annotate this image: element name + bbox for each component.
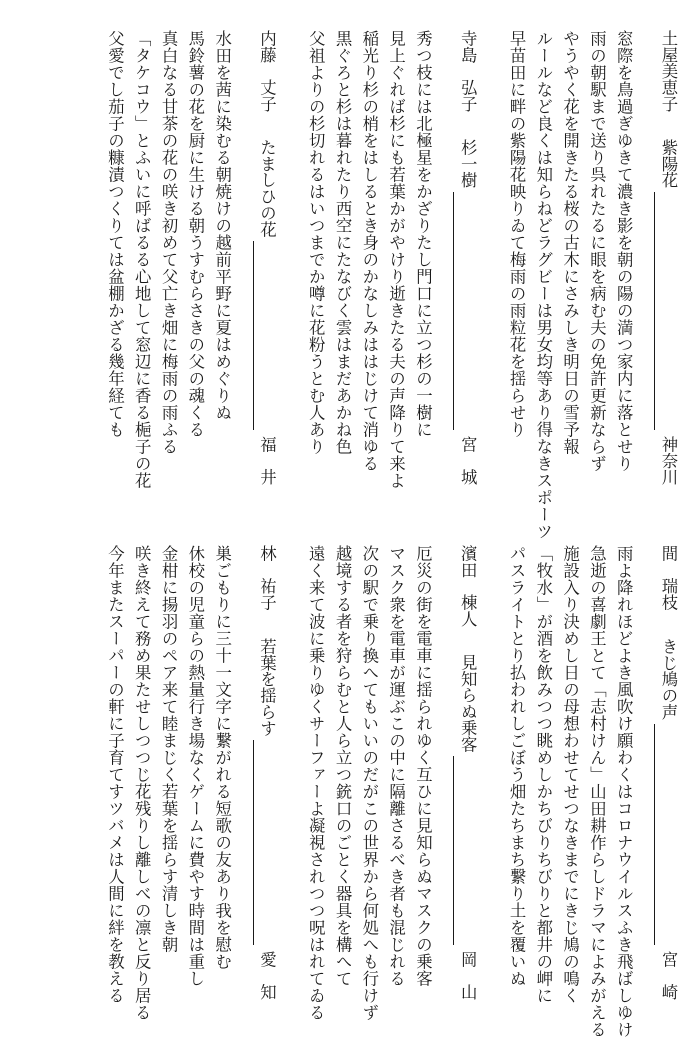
poem-lines [301, 545, 435, 1021]
poet-block [502, 545, 681, 1038]
bottom-section [0, 545, 697, 1038]
poem-line: 真白なる甘茶の花の咲き初めて父亡き畑に梅雨の雨ふる [159, 30, 179, 455]
poem-line: 黒ぐろと杉は暮れたり西空にたなびく雲はまだあかね色 [333, 30, 353, 455]
poem-line: 施設入り決めし日の母想わせてせつなきまでにきじ鳩の鳴く [560, 545, 580, 1004]
poet-name: 内藤 丈子 [257, 30, 277, 112]
poem-line: やうやく花を開きたる桜の古木にさみしき明日の雪予報 [560, 30, 580, 455]
poet-block [301, 30, 480, 489]
poem-line: 越境する者を狩らむと人ら立つ銃口のごとく器具を構へて [333, 545, 353, 987]
poem-line: パスライトとり払われしごぼう畑たちまち繋り土を覆いぬ [507, 545, 527, 987]
poem-line: 馬鈴薯の花を厨に生ける朝うすむらさきの父の魂くる [185, 30, 205, 438]
poem-line: 見上ぐれば杉にも若葉かがやけり逝きたる夫の声降りて来よ [386, 30, 406, 489]
poem-title: 見知らぬ乗客 [458, 654, 478, 753]
poem-line: 早苗田に畔の紫陽花映りゐて梅雨の雨粒花を揺らせり [507, 30, 527, 438]
poem-lines [502, 545, 636, 1038]
poet-block [502, 30, 681, 540]
poet-region: 宮 城 [458, 435, 478, 485]
poet-region: 愛 知 [257, 950, 277, 1000]
poem-title: たましひの花 [257, 139, 277, 238]
poem-line: 厄災の街を電車に揺られゆく互ひに見知らぬマスクの乗客 [413, 545, 433, 987]
poet-block [301, 545, 480, 1021]
poem-line: 稲光り杉の梢をはしるとき身のかなしみははじけて消ゆる [359, 30, 379, 472]
title-rule [654, 724, 681, 945]
poem-line: 父祖よりの杉切れるはいつまでか噂に花粉うとむ人あり [306, 30, 326, 455]
poet-name: 間 瑞枝 [659, 545, 678, 611]
poem-line: 窓際を鳥過ぎゆきて濃き影を朝の陽の満つ家内に落とせり [614, 30, 634, 472]
poet-name: 土屋美恵子 [659, 30, 678, 112]
poem-line: 金柑に揚羽のペア来て睦まじく若葉を揺らす清しき朝 [159, 545, 179, 953]
poem-line: 雨の朝駅まで送り呉れたるに眼を病む夫の免許更新ならず [587, 30, 607, 472]
poet-region: 神奈川 [659, 435, 678, 485]
poem-title: きじ鳩の声 [659, 637, 678, 720]
title-rule [453, 192, 480, 430]
poem-lines [502, 30, 636, 540]
poem-line: 「タケコウ」とふいに呼ばるる心地して窓辺に香る梔子の花 [132, 30, 152, 489]
poem-lines [101, 545, 235, 1021]
title-rule [253, 241, 280, 429]
title-rule [654, 192, 681, 430]
poem-line: 急逝の喜劇王とて「志村けん」山田耕作らしドラマによみがえる [587, 545, 607, 1038]
poet-region: 宮 崎 [659, 950, 678, 1000]
poet-region: 福 井 [257, 435, 277, 485]
poem-line: 休校の児童らの熱量行き場なくゲームに費やす時間は重し [185, 545, 205, 987]
poem-line: マスク衆を電車が運ぶこの中に隔離さるべき者も混じれる [386, 545, 406, 987]
poem-line: 秀つ枝には北極星をかざりたし門口に立つ杉の一樹に [413, 30, 433, 438]
poem-line: ルールなど良くは知らねどラグビーは男女均等あり得なきスポーツ [533, 30, 553, 540]
poet-header [253, 30, 280, 485]
poet-name: 濱田 棟人 [458, 545, 478, 627]
poem-line: 父愛でし茄子の糠漬つくりては盆棚かざる幾年経ても [105, 30, 125, 438]
poem-lines [301, 30, 435, 489]
poem-line: 巣ごもりに三十一文字に繋がれる短歌の友あり我を慰む [212, 545, 232, 970]
poem-title: 紫陽花 [659, 139, 678, 189]
title-rule [253, 740, 280, 945]
poet-header [453, 30, 480, 485]
poem-line: 今年またスーパーの軒に子育てすツバメは人間に絆を教える [105, 545, 125, 1004]
top-section [0, 30, 697, 540]
poet-header [654, 30, 681, 485]
poem-line: 雨よ降れほどよき風吹け願わくはコロナウイルスふき飛ばしゆけ [614, 545, 634, 1038]
poet-header [453, 545, 480, 1000]
poet-region: 岡 山 [458, 950, 478, 1000]
poem-title: 杉一樹 [458, 139, 478, 189]
poem-line: 遠く来て波に乗りゆくサーファーよ凝視されつつ呪はれてゐる [306, 545, 326, 1021]
poet-name: 寺島 弘子 [458, 30, 478, 112]
poem-line: 水田を茜に染むる朝焼けの越前平野に夏はめぐりぬ [212, 30, 232, 421]
title-rule [453, 756, 480, 944]
poet-header [654, 545, 681, 1000]
poet-name: 林 祐子 [257, 545, 277, 611]
poem-line: 次の駅で乗り換へてもいいのだがこの世界から何処へも行けず [359, 545, 379, 1021]
poem-lines [101, 30, 235, 489]
poem-line: 「牧水」が酒を飲みつつ眺めしかちびりちびりと都井の岬に [533, 545, 553, 1004]
poet-block [101, 545, 280, 1021]
poem-title: 若葉を揺らす [257, 637, 277, 737]
poet-block [101, 30, 280, 489]
poem-line: 咲き終えて務め果たせしつつじ花残りし離しべの凛と反り居る [132, 545, 152, 1021]
poet-header [253, 545, 280, 1000]
